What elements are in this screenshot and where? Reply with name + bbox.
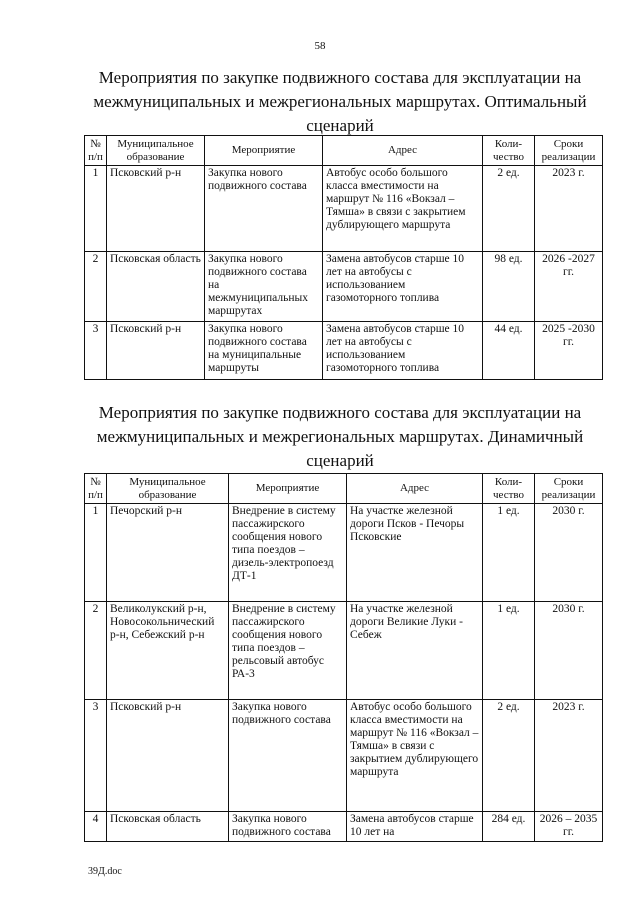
header-quantity: Коли-чество bbox=[483, 136, 535, 166]
header-municipality: Муниципальное образование bbox=[107, 474, 229, 504]
table-row bbox=[85, 812, 603, 842]
cell-measure: Закупка нового подвижного состава bbox=[205, 166, 323, 252]
cell-measure: Внедрение в систему пассажирского сообщения нового типа поездов – дизель-электропоезд ДТ-1 bbox=[229, 504, 347, 602]
cell-measure: Закупка нового подвижного состава bbox=[229, 812, 347, 842]
header-quantity: Коли-чество bbox=[483, 474, 535, 504]
cell-quantity: 2 ед. bbox=[483, 166, 535, 252]
section-title-line: сценарий bbox=[306, 451, 374, 470]
cell-municipality: Псковский р-н bbox=[107, 166, 205, 252]
table-row bbox=[85, 602, 603, 700]
header-municipality: Муниципальное образование bbox=[107, 136, 205, 166]
cell-number: 3 bbox=[85, 322, 107, 380]
cell-measure: Закупка нового подвижного состава bbox=[229, 700, 347, 812]
header-measure: Мероприятие bbox=[229, 474, 347, 504]
table-row bbox=[85, 252, 603, 322]
cell-address: На участке железной дороги Великие Луки - Себеж bbox=[347, 602, 483, 700]
cell-municipality: Псковский р-н bbox=[107, 700, 229, 812]
header-address: Адрес bbox=[347, 474, 483, 504]
cell-number: 1 bbox=[85, 166, 107, 252]
table-header-row bbox=[85, 474, 603, 504]
section-title-line: сценарий bbox=[306, 116, 374, 135]
optimal-scenario-table bbox=[84, 135, 603, 380]
cell-quantity: 1 ед. bbox=[483, 504, 535, 602]
header-measure: Мероприятие bbox=[205, 136, 323, 166]
cell-address: Замена автобусов старше 10 лет на автобусы с использованием газомоторного топлива bbox=[323, 322, 483, 380]
cell-number: 1 bbox=[85, 504, 107, 602]
cell-number: 2 bbox=[85, 252, 107, 322]
cell-address: Автобус особо большого класса вместимости на маршрут № 116 «Вокзал – Тямша» в связи с закрытием дублирующего маршрута bbox=[323, 166, 483, 252]
cell-address: На участке железной дороги Псков - Печоры Псковские bbox=[347, 504, 483, 602]
cell-dates: 2026 – 2035 гг. bbox=[535, 812, 603, 842]
cell-dates: 2025 -2030 гг. bbox=[535, 322, 603, 380]
cell-number: 3 bbox=[85, 700, 107, 812]
cell-dates: 2030 г. bbox=[535, 504, 603, 602]
cell-address: Замена автобусов старше 10 лет на автобусы с использованием газомоторного топлива bbox=[323, 252, 483, 322]
cell-number: 4 bbox=[85, 812, 107, 842]
cell-address: Замена автобусов старше 10 лет на bbox=[347, 812, 483, 842]
section-title-line: межмуниципальных и межрегиональных маршрутах. Динамичный bbox=[96, 427, 584, 446]
document-filename: 39Д.doc bbox=[88, 866, 122, 877]
section-title-line: Мероприятия по закупке подвижного состава для эксплуатации на bbox=[98, 403, 582, 422]
header-number: № п/п bbox=[85, 474, 107, 504]
cell-quantity: 1 ед. bbox=[483, 602, 535, 700]
dynamic-scenario-table bbox=[84, 473, 603, 842]
section-title-line: межмуниципальных и межрегиональных маршрутах. Оптимальный bbox=[93, 92, 587, 111]
cell-quantity: 44 ед. bbox=[483, 322, 535, 380]
section-title-optimal bbox=[80, 66, 600, 138]
cell-number: 2 bbox=[85, 602, 107, 700]
cell-dates: 2030 г. bbox=[535, 602, 603, 700]
cell-dates: 2023 г. bbox=[535, 700, 603, 812]
section-title-line: Мероприятия по закупке подвижного состава для эксплуатации на bbox=[98, 68, 582, 87]
cell-dates: 2023 г. bbox=[535, 166, 603, 252]
header-address: Адрес bbox=[323, 136, 483, 166]
cell-municipality: Псковская область bbox=[107, 252, 205, 322]
cell-municipality: Великолукский р-н, Новосокольнический р-н, Себежский р-н bbox=[107, 602, 229, 700]
header-number: № п/п bbox=[85, 136, 107, 166]
header-dates: Сроки реализации bbox=[535, 136, 603, 166]
page-number: 58 bbox=[314, 40, 326, 52]
cell-quantity: 2 ед. bbox=[483, 700, 535, 812]
cell-quantity: 284 ед. bbox=[483, 812, 535, 842]
cell-municipality: Псковский р-н bbox=[107, 322, 205, 380]
table-row bbox=[85, 166, 603, 252]
table-row bbox=[85, 504, 603, 602]
cell-address: Автобус особо большого класса вместимости на маршрут № 116 «Вокзал – Тямша» в связи с закрытием дублирующего маршрута bbox=[347, 700, 483, 812]
table-row bbox=[85, 700, 603, 812]
table-row bbox=[85, 322, 603, 380]
cell-measure: Внедрение в систему пассажирского сообщения нового типа поездов – рельсовый автобус РА-3 bbox=[229, 602, 347, 700]
table-header-row bbox=[85, 136, 603, 166]
cell-measure: Закупка нового подвижного состава на муниципальные маршруты bbox=[205, 322, 323, 380]
cell-municipality: Псковская область bbox=[107, 812, 229, 842]
cell-municipality: Печорский р-н bbox=[107, 504, 229, 602]
cell-measure: Закупка нового подвижного состава на межмуниципальных маршрутах bbox=[205, 252, 323, 322]
header-dates: Сроки реализации bbox=[535, 474, 603, 504]
cell-dates: 2026 -2027 гг. bbox=[535, 252, 603, 322]
section-title-dynamic bbox=[80, 401, 600, 473]
cell-quantity: 98 ед. bbox=[483, 252, 535, 322]
